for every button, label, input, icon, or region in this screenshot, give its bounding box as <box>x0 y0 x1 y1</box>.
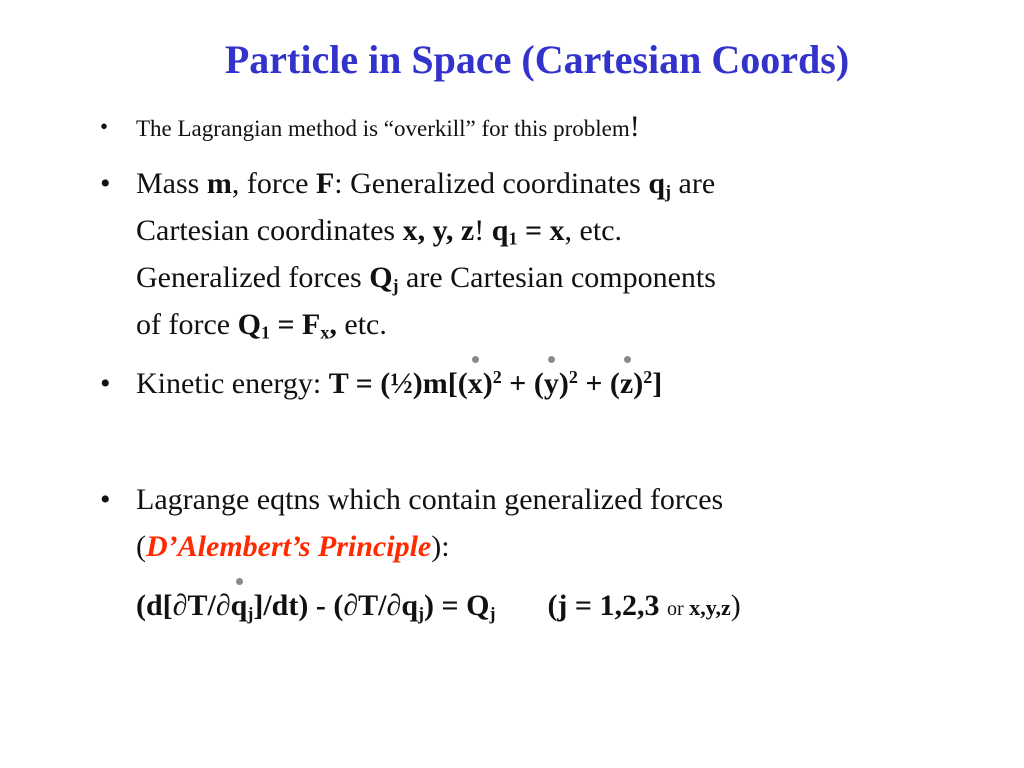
y-dot <box>544 360 559 407</box>
q-dot <box>231 582 248 629</box>
bullet-dot: • <box>100 167 111 200</box>
symbol-m: m <box>206 167 232 200</box>
text-of-force: of force <box>136 308 238 341</box>
dalembert-principle: D’Alembert’s Principle <box>146 530 432 563</box>
bullet-dot: • <box>100 367 111 400</box>
bullet-dot: • <box>100 114 109 139</box>
lagrange-equation <box>136 582 741 633</box>
comma: , <box>329 308 337 341</box>
z-dot <box>620 360 633 407</box>
z-letter: z <box>619 367 634 400</box>
slide-title: Particle in Space (Cartesian Coords) <box>224 37 850 82</box>
formula-T-prefix: T = (½)m[( <box>328 367 468 400</box>
lagrange-line-2 <box>136 523 1016 570</box>
or-text: or <box>667 598 684 620</box>
paren-close: ) <box>730 589 741 622</box>
kinetic-energy-label: Kinetic energy: <box>136 367 329 400</box>
symbols-xyz: x, y, z <box>402 214 475 247</box>
text-are: are <box>671 167 716 200</box>
bracket-close: ] <box>652 367 663 400</box>
text-etc: , etc. <box>564 214 623 247</box>
dot-accent-icon <box>236 578 243 585</box>
subscript-j: j <box>392 275 399 296</box>
subscript-x: x <box>320 322 330 343</box>
bullet-text <box>136 360 1016 407</box>
plus-open: + ( <box>501 367 544 400</box>
equals-F: = F <box>269 308 321 341</box>
q-letter: q <box>648 167 666 200</box>
paren-open: ( <box>136 530 146 563</box>
eq-part-1: (d[∂T/∂ <box>136 589 231 622</box>
symbol-F: F <box>315 167 335 200</box>
kinetic-energy-formula <box>329 367 663 400</box>
y-letter: y <box>543 367 559 400</box>
index-range: (j = 1,2,3 <box>547 589 668 622</box>
bullet-kinetic-energy <box>100 360 1000 410</box>
subscript-j: j <box>418 603 425 624</box>
superscript-2: 2 <box>492 367 502 388</box>
equation-lhs <box>136 589 495 622</box>
subscript-j: j <box>665 181 672 202</box>
text-bang: ! <box>474 214 492 247</box>
x-letter: x <box>467 367 483 400</box>
dot-accent-icon <box>624 356 631 363</box>
text-cartesian-components: are Cartesian components <box>398 261 716 294</box>
subscript-1: 1 <box>260 322 270 343</box>
Q-letter: Q <box>237 308 261 341</box>
eq-part-2: ]/dt) - (∂T/∂q <box>253 589 419 622</box>
Q1-equals-Fx <box>238 308 337 341</box>
lagrange-line-1: Lagrange eqtns which contain generalized forces <box>136 483 724 516</box>
paren-close: ) <box>558 367 569 400</box>
equals-x: = x <box>517 214 565 247</box>
text-etc: etc. <box>336 308 387 341</box>
text-mass: Mass <box>136 167 207 200</box>
Q-letter: Q <box>369 261 393 294</box>
text-cartesian-coordinates: Cartesian coordinates <box>136 214 403 247</box>
subscript-1: 1 <box>508 228 518 249</box>
superscript-2: 2 <box>568 367 578 388</box>
subscript-j: j <box>247 603 254 624</box>
q-letter: q <box>230 589 248 622</box>
paren-close-colon: ): <box>431 530 450 563</box>
index-xyz: x,y,z <box>683 595 731 620</box>
text-generalized-coordinates: : Generalized coordinates <box>334 167 649 200</box>
bullet-mass-force <box>100 160 1000 350</box>
x-dot <box>468 360 483 407</box>
dot-accent-icon <box>548 356 555 363</box>
overkill-text: The Lagrangian method is “overkill” for this problem <box>136 116 630 141</box>
mass-line-1 <box>136 160 1016 207</box>
paren-close: ) <box>482 367 493 400</box>
dot-accent-icon <box>472 356 479 363</box>
text-force: , force <box>231 167 316 200</box>
symbol-qj <box>648 167 671 200</box>
bullet-text <box>136 476 1016 570</box>
paren-close: ) <box>633 367 644 400</box>
bullet-dot: • <box>100 483 111 516</box>
mass-line-3 <box>136 254 1016 301</box>
kinetic-energy-line <box>136 360 1016 407</box>
bullet-lagrange-eqtns <box>100 476 1000 572</box>
bullet-lagrangian-overkill <box>100 112 1000 144</box>
superscript-2: 2 <box>643 367 653 388</box>
mass-line-2 <box>136 207 1016 254</box>
symbol-Qj <box>369 261 398 294</box>
bullet-text <box>136 160 1016 348</box>
q-letter: q <box>491 214 509 247</box>
subscript-j: j <box>489 603 496 624</box>
mass-line-4 <box>136 301 1016 348</box>
text-generalized-forces: Generalized forces <box>136 261 370 294</box>
equation-index <box>547 589 667 622</box>
exclamation: ! <box>629 110 640 143</box>
bullet-text <box>136 112 1016 144</box>
q1-equals-x <box>492 214 565 247</box>
eq-part-3: ) = Q <box>424 589 490 622</box>
plus-open: + ( <box>577 367 620 400</box>
